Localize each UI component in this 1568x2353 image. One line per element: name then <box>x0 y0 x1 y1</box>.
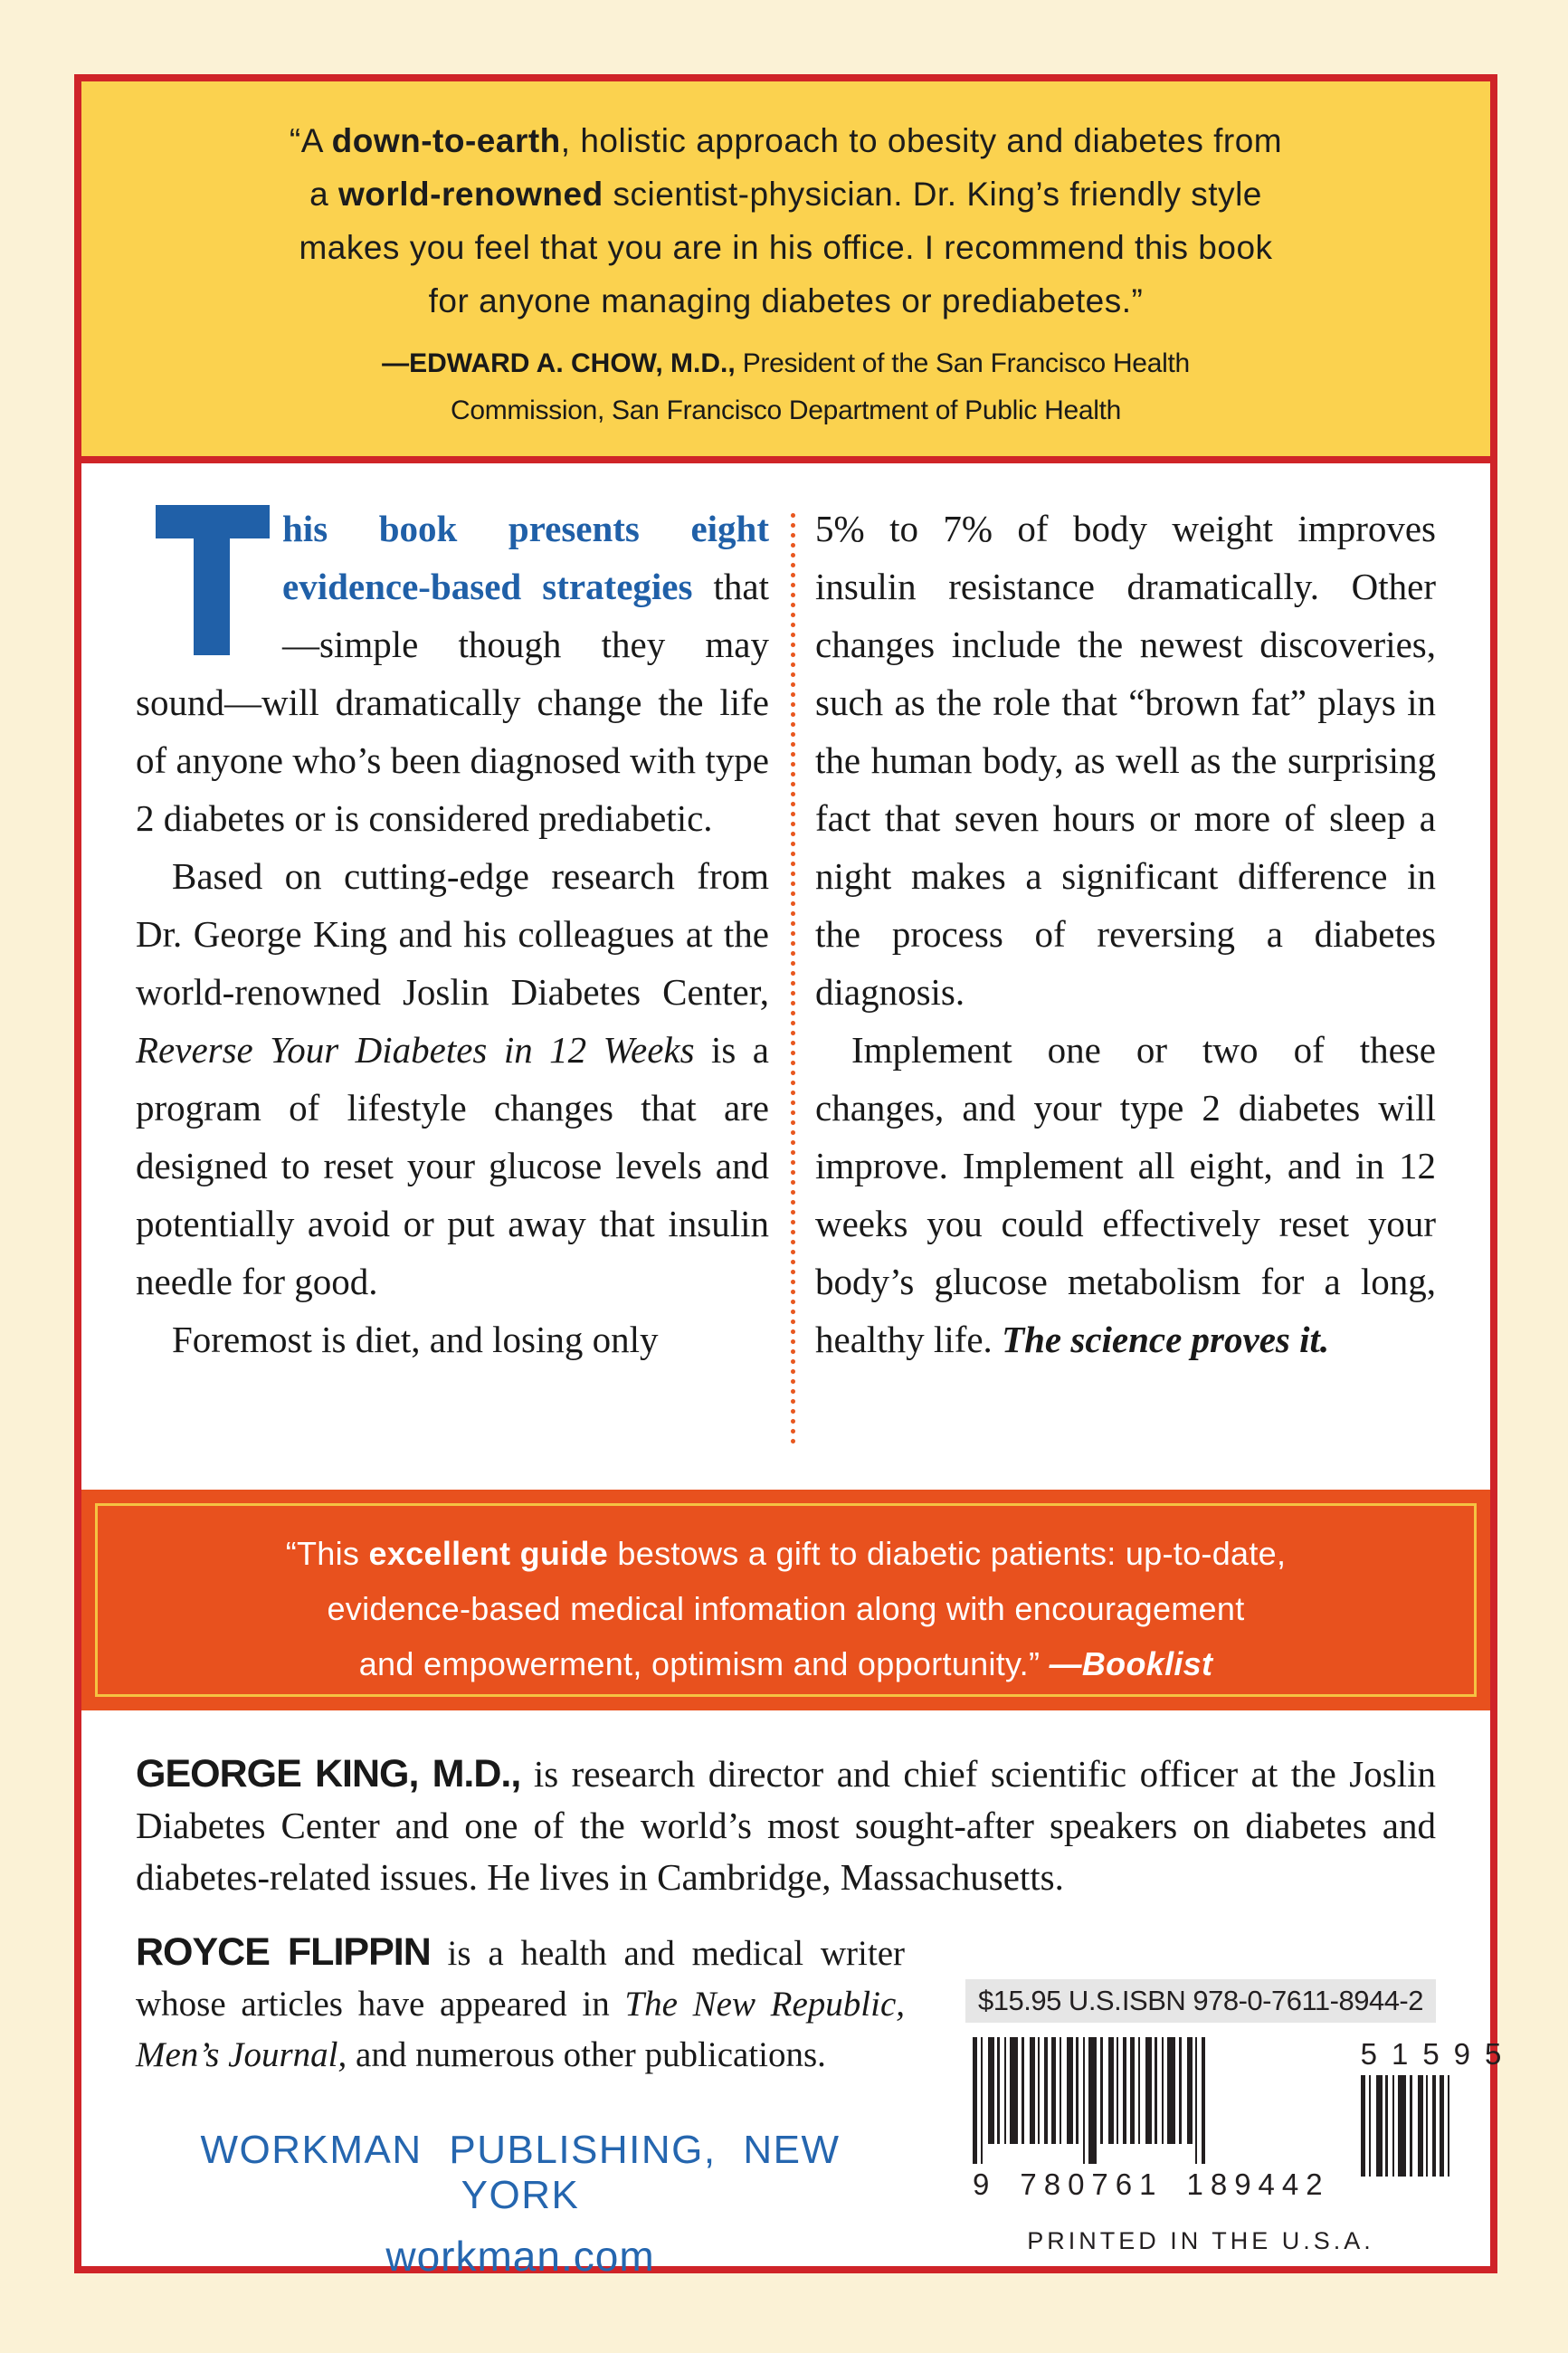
paragraph-intro <box>136 500 769 847</box>
bio-text: is a health and medical writer whose articles have appeared in <box>136 1934 905 2024</box>
quote-line <box>98 1636 1474 1691</box>
author-name: GEORGE KING, M.D., <box>136 1752 521 1796</box>
quote-bold-text: excellent guide <box>368 1535 609 1572</box>
quote-text: “This <box>285 1535 369 1572</box>
attribution-line <box>81 340 1490 387</box>
author-name: ROYCE FLIPPIN <box>136 1930 431 1974</box>
bottom-left-column <box>136 1927 905 2280</box>
cover-border-frame <box>74 74 1516 2280</box>
description-right-column <box>815 500 1436 1490</box>
quote-text: a <box>309 176 338 213</box>
quote-line: makes you feel that you are in his office. I recommend this book <box>299 229 1273 266</box>
publication-title-italic: Men’s Journal, <box>136 2035 347 2074</box>
paragraph-text: Based on cutting-edge research from Dr. George King and his colleagues at the world-renowned Joslin Diabetes Center, <box>136 855 769 1013</box>
book-title-italic: Reverse Your Diabetes in 12 Weeks <box>136 1029 695 1071</box>
bio-text: and numerous other publications. <box>347 2035 826 2074</box>
paragraph-text: that—simple though they may sound—will dramatically change the life of anyone who’s been diagnosed with type 2 diabetes or is considered prediabetic. <box>136 566 770 839</box>
price-isbn-strip <box>965 1979 1436 2023</box>
paragraph-diet: Foremost is diet, and losing only <box>172 1319 659 1360</box>
ean-digit-group: 780761 <box>1020 2167 1164 2201</box>
printed-in-usa-label: PRINTED IN THE U.S.A. <box>1027 2227 1374 2254</box>
quote-text: and empowerment, optimism and opportunity.” <box>358 1645 1050 1682</box>
lead-in-text: his book presents eight evidence-based strategies <box>282 508 769 607</box>
barcode-row <box>965 2037 1516 2202</box>
addon-barcode <box>1361 2037 1516 2202</box>
paragraph-research <box>136 847 769 1310</box>
quote-text: “A <box>289 122 332 159</box>
ean-digit-group: 9 <box>973 2167 997 2201</box>
quote-line: evidence-based medical infomation along with encouragement <box>327 1590 1245 1627</box>
quote-bold-text: world-renowned <box>337 176 603 213</box>
publication-title-italic: The New Republic, <box>624 1985 906 2024</box>
book-description <box>81 463 1490 1490</box>
paragraph-weight: 5% to 7% of body weight improves insulin resistance dramatically. Other changes include the newest discoveries, such as the role that “brown fat” plays in the human body, as well as the surprising fact that seven hours or more of sleep a night makes a significant difference in the process of reversing a diabetes diagnosis. <box>815 508 1436 1013</box>
quote-line <box>81 114 1490 167</box>
attribution-title: President of the San Francisco Health <box>735 348 1190 378</box>
paragraph-text: is a program of lifestyle changes that are designed to reset your glucose levels and potentially avoid or put away that insulin needle for good. <box>136 1029 770 1302</box>
dropcap-T <box>136 500 282 664</box>
author-bio-royce-flippin <box>136 1927 905 2081</box>
quote-source: —Booklist <box>1049 1645 1213 1682</box>
price-label: $15.95 U.S. <box>978 1985 1122 2016</box>
description-left-column <box>136 500 769 1490</box>
booklist-quote-inner-border <box>95 1503 1477 1697</box>
ean-barcode-digits <box>973 2167 1330 2202</box>
quote-line: for anyone managing diabetes or prediabetes.” <box>428 282 1144 319</box>
quote-text: bestows a gift to diabetic patients: up-to-date, <box>608 1535 1287 1572</box>
barcode-block <box>965 1927 1516 2280</box>
publisher-website: workman.com <box>385 2233 655 2280</box>
paragraph-implement <box>815 1021 1436 1368</box>
endorsement-quote-box <box>81 81 1490 463</box>
ean-digit-group: 189442 <box>1186 2167 1330 2201</box>
quote-bold-text: down-to-earth <box>331 122 561 159</box>
ean-barcode-bars <box>973 2037 1330 2164</box>
isbn-label: ISBN 978-0-7611-8944-2 <box>1121 1985 1423 2016</box>
bio-text: is research director and chief scientific officer at the Joslin Diabetes Center and one of the world’s most sought-after speakers on diabetes and diabetes-related issues. He lives in Cambridge, Massachusetts. <box>136 1753 1436 1898</box>
closing-emphasis: The science proves it. <box>1002 1319 1330 1360</box>
quote-line <box>98 1526 1474 1581</box>
addon-barcode-bars <box>1361 2075 1516 2177</box>
attribution-name: —EDWARD A. CHOW, M.D., <box>382 348 736 378</box>
attribution-line: Commission, San Francisco Department of Public Health <box>450 395 1122 425</box>
bottom-section <box>81 1710 1516 2280</box>
paragraph-text: Implement one or two of these changes, and your type 2 diabetes will improve. Implement all eight, and in 12 weeks you could effectively reset your body’s glucose metabolism for a long, healthy life. <box>815 1029 1436 1360</box>
dropcap-T-stem <box>194 505 230 655</box>
quote-attribution <box>81 340 1490 434</box>
quote-text: scientist-physician. Dr. King’s friendly style <box>603 176 1262 213</box>
quote-line <box>81 167 1490 221</box>
publisher-name: WORKMAN PUBLISHING, NEW YORK <box>200 2128 841 2217</box>
quote-text: , holistic approach to obesity and diabetes from <box>560 122 1283 159</box>
booklist-quote-band <box>81 1490 1490 1710</box>
addon-barcode-digits: 51595 <box>1360 2037 1516 2071</box>
dotted-column-divider <box>791 510 795 1448</box>
ean-barcode <box>973 2037 1330 2202</box>
bottom-row <box>136 1927 1516 2280</box>
publisher-block <box>136 2128 905 2280</box>
author-bio-george-king <box>136 1748 1436 1903</box>
